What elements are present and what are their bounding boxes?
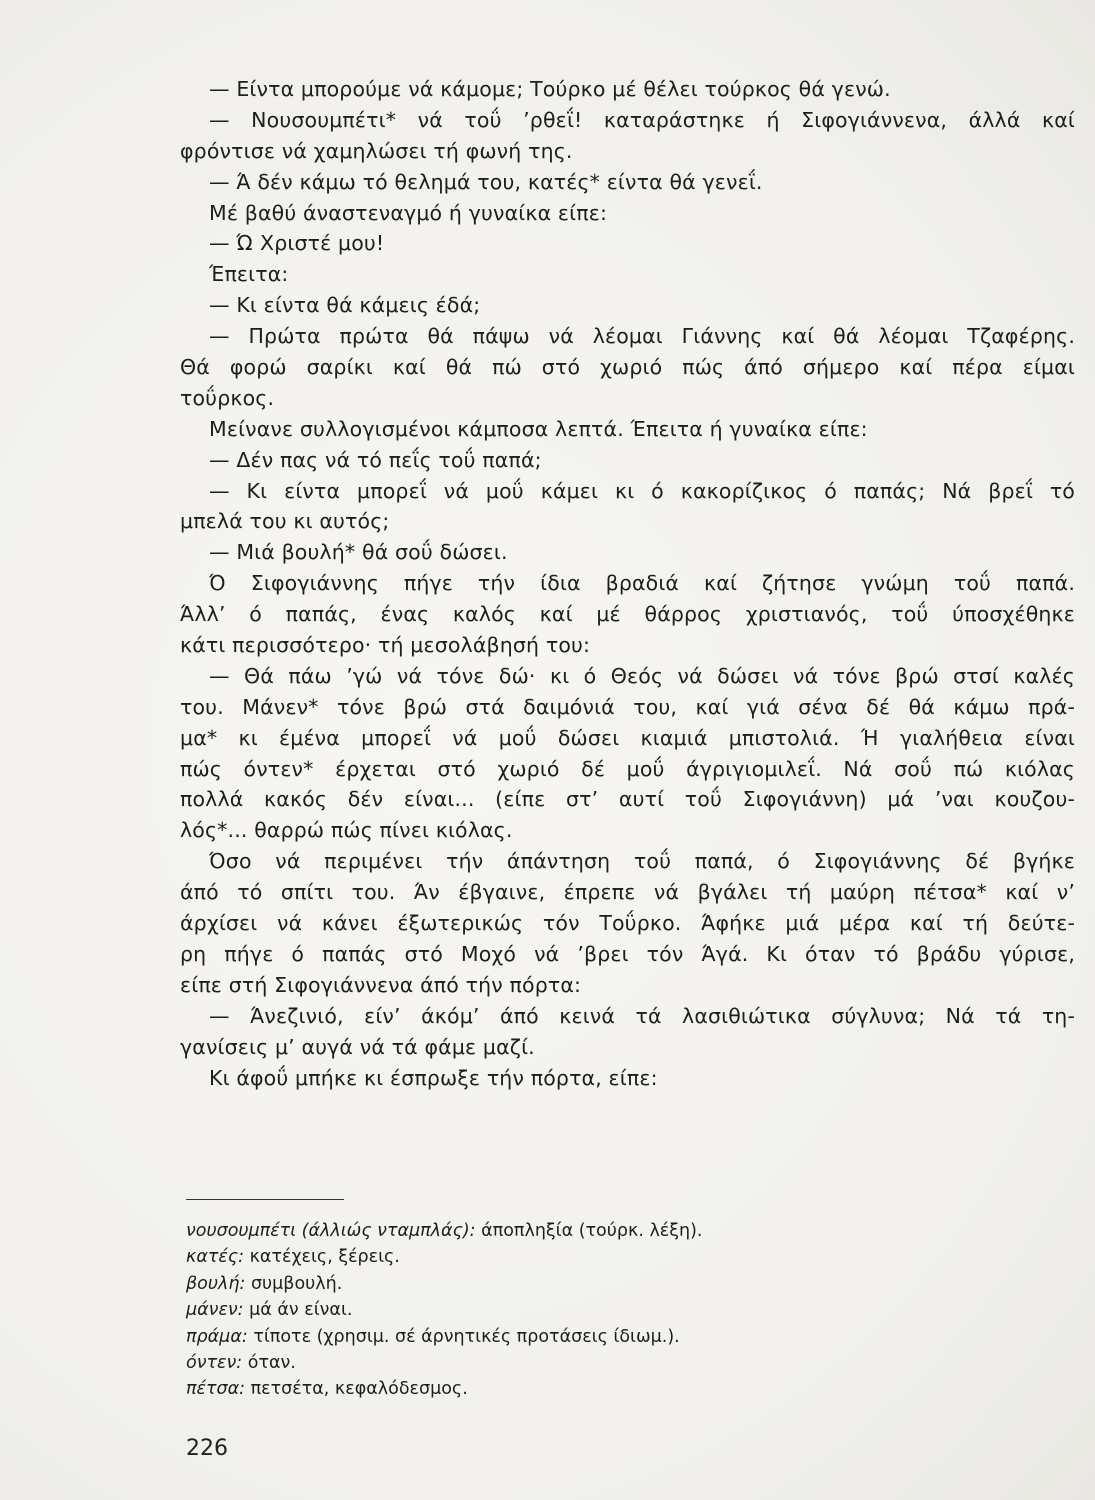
text-line: — Πρώτα πρώτα θά πάψω νά λέομαι Γιάννης καί θά λέομαι Τζαφέρης. (209, 324, 1075, 349)
footnote-definition: κατέχεις, ξέρεις. (249, 1247, 400, 1268)
text-line: γανίσεις μ’ αυγά νά τά φάμε μαζί. (180, 1034, 535, 1059)
footnote-term: βουλή: (186, 1273, 246, 1294)
text-line: Έπειτα: (209, 262, 289, 287)
text-line: είπε στή Σιφογιάννενα άπό τήν πόρτα: (180, 972, 582, 997)
text-line: — Ώ Χριστέ μου! (209, 231, 385, 256)
text-line: πώς όντεν* έρχεται στό χωριό δέ μοΰ άγριγιομιλεΐ. Νά σοΰ πώ κιόλας (180, 756, 1075, 781)
footnote-entry (186, 1350, 986, 1376)
text-line: — Κι είντα μπορεΐ νά μοΰ κάμει κι ό κακορίζικος ό παπάς; Νά βρεΐ τό (209, 478, 1075, 503)
footnotes (186, 1218, 986, 1403)
footnote-term: κατές: (186, 1247, 245, 1268)
text-line: Όσο νά περιμένει τήν άπάντηση τοΰ παπά, ό Σιφογιάννης δέ βγήκε (209, 849, 1075, 874)
text-line: του. Μάνεν* τόνε βρώ στά δαιμόνιά του, καί γιά σένα δέ θά κάμω πρά- (180, 694, 1075, 719)
text-line: λός*... θαρρώ πώς πίνει κιόλας. (180, 818, 513, 843)
text-line: Μέ βαθύ άναστεναγμό ή γυναίκα είπε: (209, 200, 608, 225)
footnote-divider (186, 1199, 344, 1200)
footnote-term: πέτσα: (186, 1379, 246, 1400)
footnote-entry (186, 1244, 986, 1270)
text-line: — Ά δέν κάμω τό θελημά του, κατές* είντα θά γενεΐ. (209, 169, 763, 194)
text-line: — Άνεζινιό, είν’ άκόμ’ άπό κεινά τά λασιθιώτικα σύγλυνα; Νά τά τη- (209, 1003, 1075, 1028)
text-line: — Είντα μπορούμε νά κάμομε; Τούρκο μέ θέλει τούρκος θά γενώ. (209, 77, 891, 101)
text-line: τοΰρκος. (180, 385, 275, 410)
footnote-term: μάνεν: (186, 1300, 244, 1321)
footnote-term: πράμα: (186, 1326, 248, 1347)
footnote-definition: τίποτε (χρησιμ. σέ άρνητικές προτάσεις ίδιωμ.). (253, 1326, 680, 1347)
text-line: πολλά κακός δέν είναι... (είπε στ’ αυτί τοΰ Σιφογιάννη) μά ’ναι κουζου- (180, 787, 1075, 812)
text-line: Θά φορώ σαρίκι καί θά πώ στό χωριό πώς άπό σήμερο καί πέρα είμαι (180, 355, 1075, 380)
footnote-definition: όταν. (247, 1352, 296, 1373)
text-line: — Δέν πας νά τό πεΐς τοΰ παπά; (209, 447, 542, 472)
text-line: Μείνανε συλλογισμένοι κάμποσα λεπτά. Έπειτα ή γυναίκα είπε: (209, 416, 868, 441)
text-line: — Μιά βουλή* θά σοΰ δώσει. (209, 540, 508, 565)
text-line: μπελά του κι αυτός; (180, 509, 390, 534)
footnote-definition: μά άν είναι. (249, 1300, 353, 1321)
text-line: Κι άφοΰ μπήκε κι έσπρωξε τήν πόρτα, είπε: (209, 1065, 658, 1090)
footnote-entry (186, 1218, 986, 1244)
footnote-definition: άποπληξία (τούρκ. λέξη). (481, 1221, 703, 1241)
footnote-entry (186, 1271, 986, 1297)
text-line: μα* κι έμένα μπορεΐ νά μοΰ δώσει κιαμιά μπιστολιά. Ή γιαλήθεια είναι (180, 725, 1075, 750)
text-line: άρχίσει νά κάνει έξωτερικώς τόν Τοΰρκο. Άφήκε μιά μέρα καί τή δεύτε- (180, 911, 1075, 936)
footnote-entry (186, 1324, 986, 1350)
footnote-entry (186, 1297, 986, 1323)
text-line: κάτι περισσότερο· τή μεσολάβησή του: (180, 633, 591, 658)
footnote-term: νουσουμπέτι (άλλιώς νταμπλάς): (186, 1221, 476, 1241)
footnote-term: όντεν: (186, 1352, 243, 1373)
footnote-definition: πετσέτα, κεφαλόδεσμος. (250, 1379, 468, 1400)
footnote-entry (186, 1376, 986, 1402)
text-line: — Νουσουμπέτι* νά τοΰ ’ρθεΐ! καταράστηκε ή Σιφογιάννενα, άλλά καί (209, 107, 1075, 132)
page-number: 226 (186, 1436, 228, 1461)
text-line: ρη πήγε ό παπάς στό Μοχό νά ’βρει τόν Άγά. Κι όταν τό βράδυ γύρισε, (180, 941, 1075, 966)
text-line: — Θά πάω ’γώ νά τόνε δώ· κι ό Θεός νά δώσει νά τόνε βρώ στσί καλές (209, 663, 1075, 688)
text-line: — Κι είντα θά κάμεις έδά; (209, 293, 481, 318)
text-line: Άλλ’ ό παπάς, ένας καλός καί μέ θάρρος χριστιανός, τοΰ ύποσχέθηκε (180, 602, 1075, 627)
text-line: φρόντισε νά χαμηλώσει τή φωνή της. (180, 138, 573, 163)
body-text (180, 74, 1075, 1093)
footnote-definition: συμβουλή. (250, 1273, 343, 1294)
text-line: άπό τό σπίτι του. Άν έβγαινε, έπρεπε νά βγάλει τή μαύρη πέτσα* καί ν’ (180, 880, 1075, 905)
text-line: Ό Σιφογιάννης πήγε τήν ίδια βραδιά καί ζήτησε γνώμη τοΰ παπά. (209, 571, 1075, 596)
